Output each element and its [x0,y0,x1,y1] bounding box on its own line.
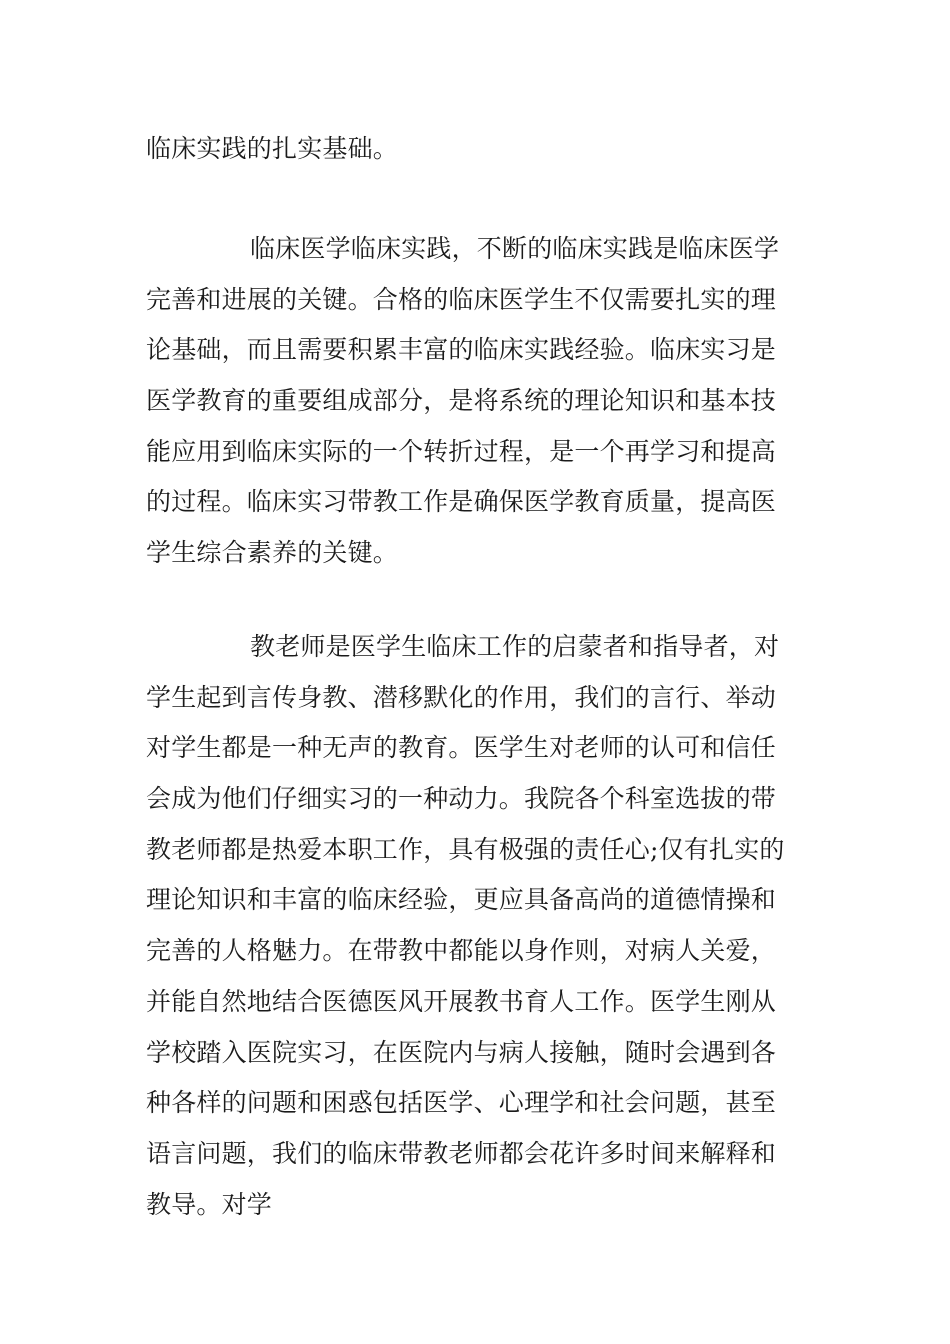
text-line: 教老师是医学生临床工作的启蒙者和指导者，对 [250,632,780,661]
text-line: 教老师都是热爱本职工作，具有极强的责任心;仅有扎实的 [146,834,785,864]
text-line: 临床医学临床实践，不断的临床实践是临床医学 [250,234,780,263]
text-line: 完善的人格魅力。在带教中都能以身作则，对病人关爱， [146,936,777,966]
text-line: 医学教育的重要组成部分，是将系统的理论知识和基本技 [146,386,777,416]
text-line: 并能自然地结合医德医风开展教书育人工作。医学生刚从 [146,986,777,1016]
text-line: 完善和进展的关键。合格的临床医学生不仅需要扎实的理 [146,284,777,314]
paragraph-teaching-teachers [146,622,816,1230]
fragment-paragraph [146,124,816,175]
text-line: 语言问题，我们的临床带教老师都会花许多时间来解释和 [146,1138,777,1168]
text-line: 学校踏入医院实习，在医院内与病人接触，随时会遇到各 [146,1037,777,1067]
text-line: 学生起到言传身教、潜移默化的作用，我们的言行、举动 [146,682,777,712]
text-line: 的过程。临床实习带教工作是确保医学教育质量，提高医 [146,487,777,517]
text-line: 教导。对学 [146,1189,273,1219]
text-line: 理论知识和丰富的临床经验，更应具备高尚的道德情操和 [146,885,777,915]
text-line: 会成为他们仔细实习的一种动力。我院各个科室选拔的带 [146,784,777,814]
text-line: 临床实践的扎实基础。 [146,134,399,163]
paragraph-clinical-practice [146,224,816,579]
text-line: 能应用到临床实际的一个转折过程，是一个再学习和提高 [146,436,777,466]
text-line: 种各样的问题和困惑包括医学、心理学和社会问题，甚至 [146,1088,777,1118]
text-line: 对学生都是一种无声的教育。医学生对老师的认可和信任 [146,733,777,763]
text-line: 学生综合素养的关键。 [146,538,399,568]
text-line: 论基础，而且需要积累丰富的临床实践经验。临床实习是 [146,335,777,365]
